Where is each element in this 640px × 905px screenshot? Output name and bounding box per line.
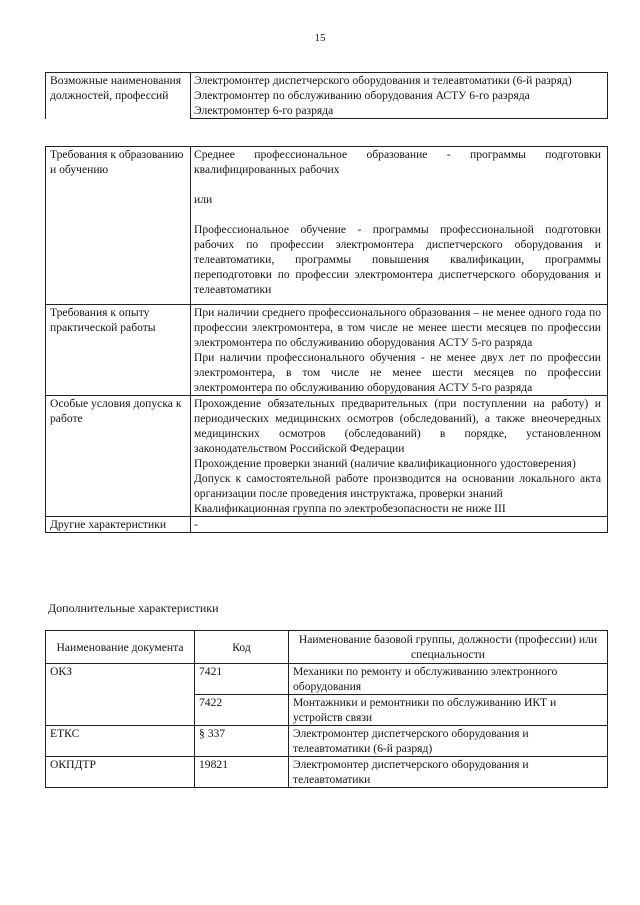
education-label: Требования к образованию и обучению (46, 147, 191, 305)
conditions-text: Прохождение проверки знаний (наличие квалификационного удостоверения) (194, 457, 576, 470)
header-name: Наименование базовой группы, должности (профессии) или специальности (289, 631, 608, 664)
doc-cell: ЕТКС (46, 726, 195, 757)
name-cell: Электромонтер диспетчерского оборудования и телеавтоматики (6-й разряд) (289, 726, 608, 757)
additional-table (45, 630, 608, 788)
names-label: Возможные наименования должностей, профессий (46, 73, 191, 119)
name-cell: Механики по ремонту и обслуживанию электронного оборудования (289, 664, 608, 695)
conditions-text: Прохождение обязательных предварительных (при поступлении на работу) и периодических медицинских осмотров (обследований), а также внеочередных медицинских осмотров (обследований) в порядке, установленном законодательством Российской Федерации (194, 397, 601, 455)
education-text: Среднее профессиональное образование - программы подготовки квалифицированных рабочих (194, 148, 601, 176)
table-row (46, 726, 608, 757)
profession-name: Электромонтер диспетчерского оборудования и телеавтоматики (6-й разряд) (191, 73, 608, 89)
conditions-text: Допуск к самостоятельной работе производится на основании локального акта организации после проведения инструктажа, проверки знаний (194, 472, 601, 500)
conditions-row (46, 396, 608, 517)
experience-label: Требования к опыту практической работы (46, 305, 191, 396)
name-cell: Электромонтер диспетчерского оборудования и телеавтоматики (289, 757, 608, 788)
doc-cell: ОКПДТР (46, 757, 195, 788)
experience-text: При наличии среднего профессионального образования – не менее одного года по профессии электромонтера, в том числе не менее шести месяцев по профессии электромонтера по обслуживанию оборудования АСТУ 5-го разряда (194, 306, 601, 349)
other-row (46, 517, 608, 533)
name-cell: Монтажники и ремонтники по обслуживанию ИКТ и устройств связи (289, 695, 608, 726)
profession-name: Электромонтер 6-го разряда (191, 103, 608, 119)
additional-title: Дополнительные характеристики (48, 601, 219, 615)
education-text: Профессиональное обучение - программы профессиональной подготовки рабочих по профессии электромонтера диспетчерского оборудования и телеавтоматики, программы повышения квалификации, программы переподготовки по профессии электромонтера диспетчерского оборудования и телеавтоматики (194, 223, 601, 296)
code-cell: 7422 (195, 695, 289, 726)
code-cell: 7421 (195, 664, 289, 695)
doc-cell: ОКЗ (46, 664, 195, 726)
conditions-text: Квалификационная группа по электробезопасности не ниже III (194, 502, 506, 515)
requirements-table (45, 146, 608, 533)
experience-row (46, 305, 608, 396)
header-code: Код (195, 631, 289, 664)
conditions-label: Особые условия допуска к работе (46, 396, 191, 517)
other-label: Другие характеристики (46, 517, 191, 533)
other-value: - (191, 517, 608, 533)
education-row (46, 147, 608, 305)
page-number: 15 (314, 32, 326, 44)
education-or: или (194, 193, 213, 206)
code-cell: 19821 (195, 757, 289, 788)
experience-text: При наличии профессионального обучения - не менее двух лет по профессии электромонтера, в том числе не менее шести месяцев по профессии электромонтера по обслуживанию оборудования АСТУ 5-го разряда (194, 351, 601, 394)
profession-name: Электромонтер по обслуживанию оборудования АСТУ 6-го разряда (191, 88, 608, 103)
table-header-row (46, 631, 608, 664)
header-document: Наименование документа (46, 631, 195, 664)
table-row (46, 664, 608, 695)
table-row (46, 757, 608, 788)
profession-names-table (45, 72, 608, 119)
code-cell: § 337 (195, 726, 289, 757)
